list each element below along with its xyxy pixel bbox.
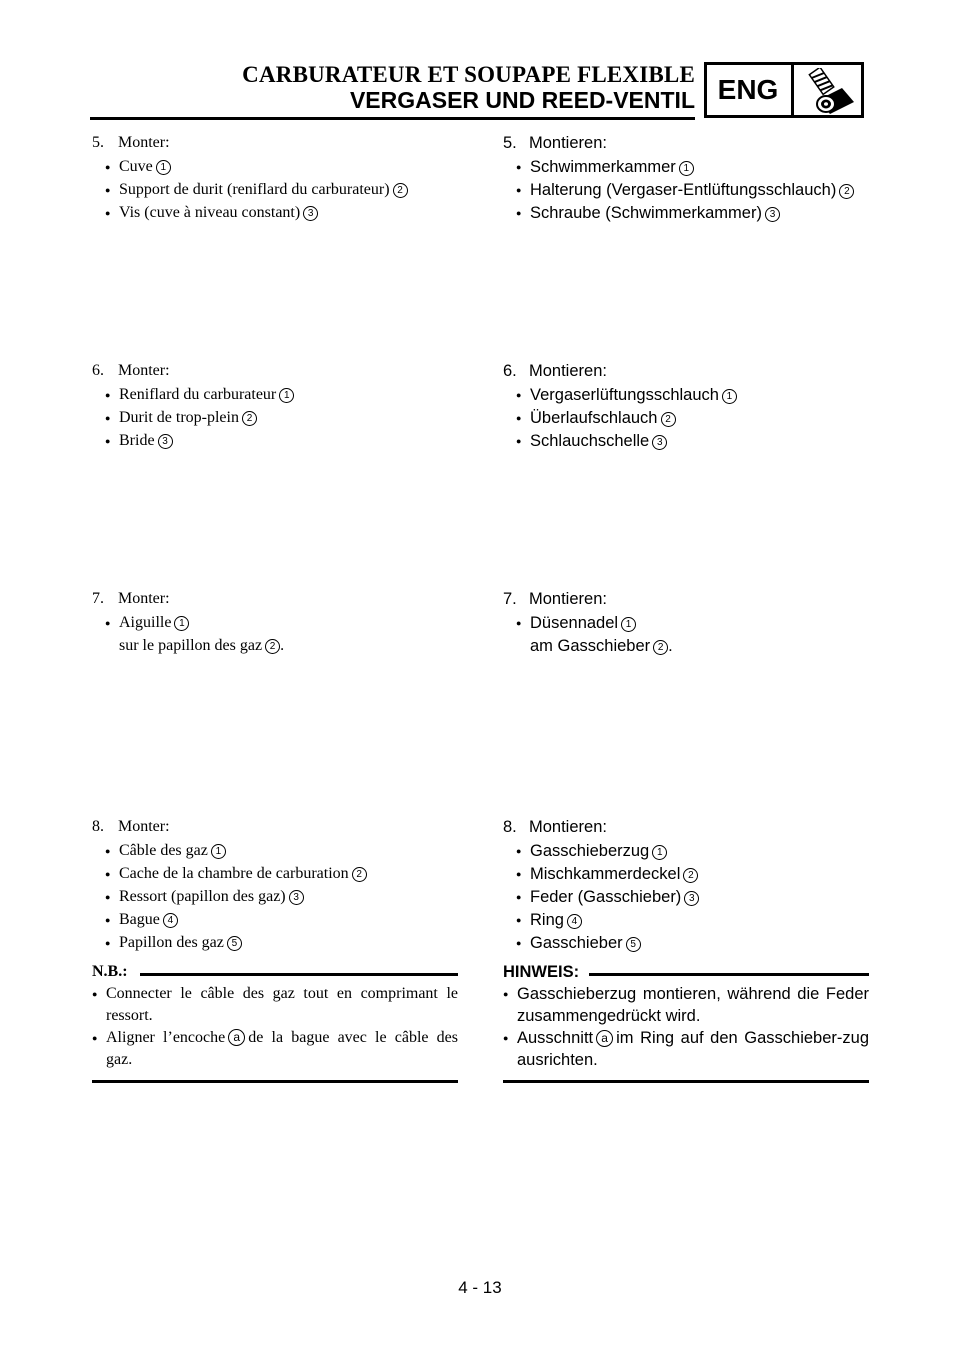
page-number: 4 - 13 (458, 1278, 502, 1297)
fr-note-header: N.B.: (92, 961, 458, 983)
fr-note-item: ● Connecter le câble des gaz tout en comprimant le ressort. (92, 985, 458, 1024)
fr-step-8: 8. Monter: ● Câble des gaz 1 ● Cache de la chambre de carburation 2 ● Ressort (papillon des gaz) 3 ● Bague 4 ● Papillon des gaz 5 N.B.: ● Connecter le câble des gaz tout en comprimant le ressort. ● Aligner l’encoche a de la bague avec le câble des gaz. (92, 816, 458, 1083)
de-note-end-rule (503, 1080, 869, 1083)
fr-step-5: 5. Monter: ● Cuve 1 ● Support de durit (reniflard du carburateur) 2 ● Vis (cuve à niveau constant) 3 (92, 132, 458, 225)
wrench-icon (800, 68, 860, 114)
de-step-8: 8. Montieren: ● Gasschieberzug 1 ● Mischkammerdeckel 2 ● Feder (Gasschieber) 3 ● Ring 4 ● Gasschieber 5 HINWEIS: ● Gasschieberzug montieren, während die Feder zusammengedrückt wird. ● Ausschnitt a im Ring auf den Gasschieber-zug ausrichten. (503, 816, 869, 1083)
de-step-6: 6. Montieren: ● Vergaserlüftungsschlauch 1 ● Überlaufschlauch 2 ● Schlauchschelle 3 (503, 360, 869, 453)
header-title-fr: CARBURATEUR ET SOUPAPE FLEXIBLE (242, 62, 695, 87)
header-rule (90, 117, 695, 120)
de-step-7: 7. Montieren: ● Düsennadel 1 am Gasschieber 2 . (503, 590, 673, 655)
fr-note-end-rule (92, 1080, 458, 1083)
eng-label: ENG (717, 74, 779, 105)
de-note-item: ● Ausschnitt a im Ring auf den Gasschieber-zug ausrichten. (503, 1029, 869, 1069)
fr-note-item: ● Aligner l’encoche a de la bague avec le câble des gaz. (92, 1029, 459, 1068)
de-note-item: ● Gasschieberzug montieren, während die Feder zusammengedrückt wird. (503, 985, 869, 1025)
fr-step-6: 6. Monter: ● Reniflard du carburateur 1 ● Durit de trop-plein 2 ● Bride 3 (92, 360, 458, 453)
eng-section-badge (704, 62, 864, 118)
eng-divider (791, 65, 794, 115)
de-step-5: 5. Montieren: ● Schwimmerkammer 1 ● Halterung (Vergaser-Entlüftungsschlauch) 2 ● Schraube (Schwimmerkammer) 3 (503, 132, 869, 225)
fr-step-7: 7. Monter: ● Aiguille 1 sur le papillon des gaz 2 . (92, 590, 285, 654)
de-note-header: HINWEIS: (503, 961, 869, 983)
header-title-de: VERGASER UND REED-VENTIL (349, 87, 695, 113)
